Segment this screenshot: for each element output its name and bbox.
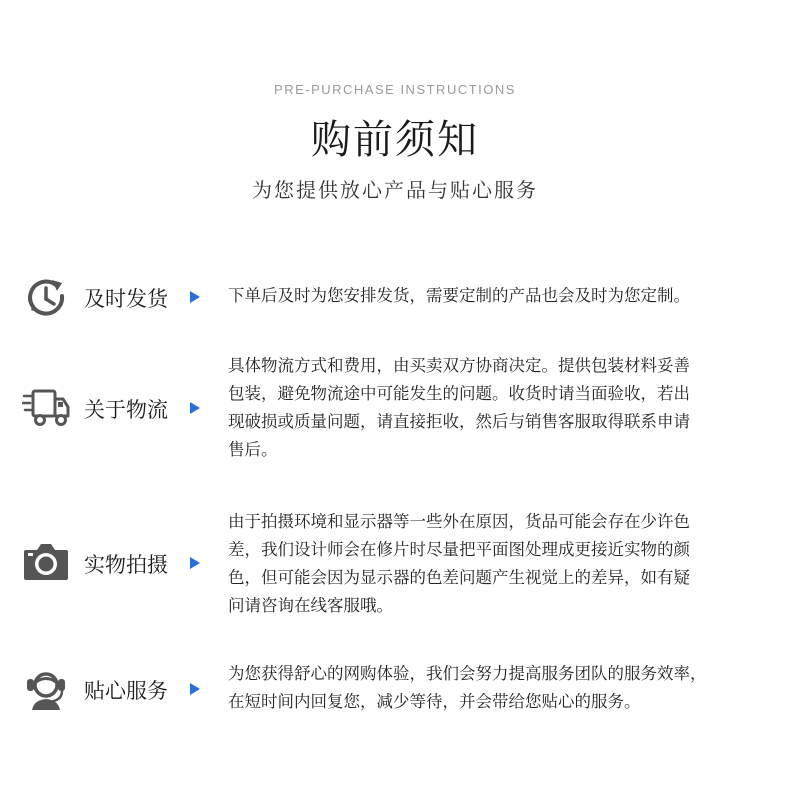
desc-line: 问请咨询在线客服哦。: [228, 596, 393, 615]
triangle-arrow-icon: [190, 683, 200, 695]
desc-line: 下单后及时为您安排发货，需要定制的产品也会及时为您定制。: [228, 286, 690, 305]
page-subtitle: 为您提供放心产品与贴心服务: [252, 178, 538, 202]
section-label-photography: 实物拍摄: [84, 553, 168, 577]
section-desc-logistics: [228, 352, 768, 464]
headset-agent-icon: [22, 663, 70, 711]
section-label-shipping: 及时发货: [84, 287, 168, 311]
desc-line: 色，但可能会因为显示器的色差问题产生视觉上的差异，如有疑: [228, 568, 690, 587]
section-desc-photography: [228, 508, 768, 620]
desc-line: 售后。: [228, 440, 278, 459]
section-desc-shipping: [228, 282, 768, 310]
desc-line: 现破损或质量问题，请直接拒收，然后与销售客服取得联系申请: [228, 412, 690, 431]
camera-icon: [22, 538, 70, 586]
desc-line: 包装，避免物流途中可能发生的问题。收货时请当面验收，若出: [228, 384, 690, 403]
clock-arrow-icon: [22, 274, 70, 322]
section-label-service: 贴心服务: [84, 679, 168, 703]
section-label-logistics: 关于物流: [84, 398, 168, 422]
desc-line: 为您获得舒心的网购体验，我们会努力提高服务团队的服务效率，: [228, 664, 707, 683]
section-desc-service: [228, 660, 768, 716]
desc-line: 差，我们设计师会在修片时尽量把平面图处理成更接近实物的颜: [228, 540, 690, 559]
triangle-arrow-icon: [190, 557, 200, 569]
desc-line: 在短时间内回复您，减少等待，并会带给您贴心的服务。: [228, 692, 641, 711]
page-title: 购前须知: [311, 117, 479, 163]
triangle-arrow-icon: [190, 291, 200, 303]
desc-line: 具体物流方式和费用，由买卖双方协商决定。提供包装材料妥善: [228, 356, 690, 375]
desc-line: 由于拍摄环境和显示器等一些外在原因，货品可能会存在少许色: [228, 512, 690, 531]
delivery-truck-icon: [22, 384, 70, 432]
triangle-arrow-icon: [190, 402, 200, 414]
header-eyebrow: PRE-PURCHASE INSTRUCTIONS: [274, 82, 516, 97]
